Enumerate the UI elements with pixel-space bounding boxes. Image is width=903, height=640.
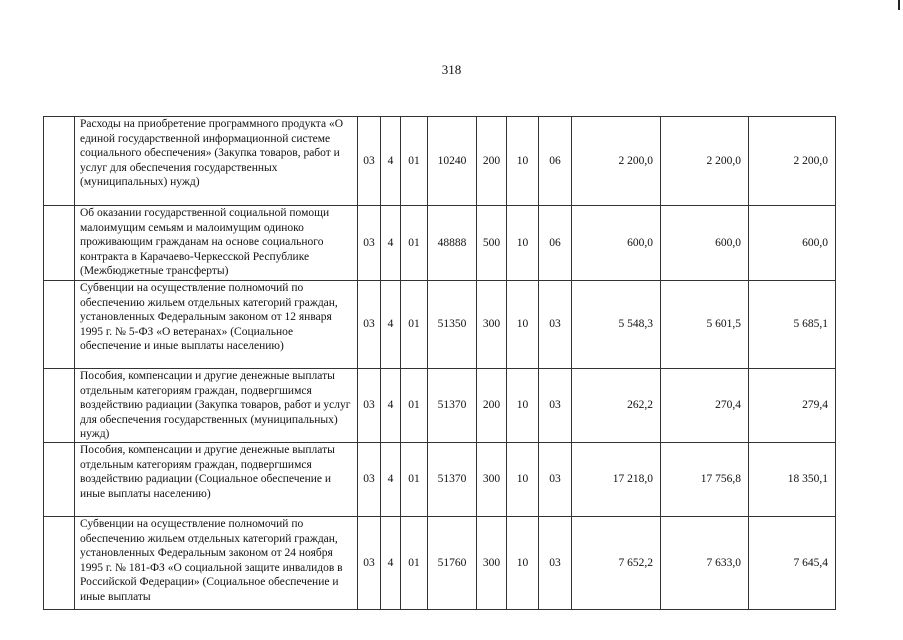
code-chapter-cell: 03 xyxy=(358,281,381,369)
description-cell xyxy=(75,281,358,369)
budget-table xyxy=(43,116,836,610)
code-subprogram-cell: 01 xyxy=(401,369,428,443)
description-cell xyxy=(75,369,358,443)
amount-year-3-cell: 2 200,0 xyxy=(749,117,836,206)
row-number-cell xyxy=(44,281,75,369)
table-row xyxy=(44,281,836,369)
code-program-cell: 4 xyxy=(381,206,401,281)
code-subprogram-cell: 01 xyxy=(401,517,428,610)
code-section-cell: 10 xyxy=(507,443,539,517)
code-section-cell: 10 xyxy=(507,206,539,281)
code-section-cell: 10 xyxy=(507,517,539,610)
table-row xyxy=(44,206,836,281)
description-text: Об оказании государственной социальной помощи малоимущим семьям и малоимущим одиноко проживающим гражданам на основе социального контракта в Карачаево-Черкесской Республике (Межбюджетные трансферты) xyxy=(80,207,330,277)
amount-year-2-cell: 17 756,8 xyxy=(661,443,749,517)
table-row xyxy=(44,117,836,206)
code-program-cell: 4 xyxy=(381,117,401,206)
code-subsection-cell: 03 xyxy=(539,281,572,369)
amount-year-1-cell: 2 200,0 xyxy=(572,117,661,206)
table-row xyxy=(44,443,836,517)
amount-year-2-cell: 270,4 xyxy=(661,369,749,443)
table-row xyxy=(44,369,836,443)
amount-year-3-cell: 5 685,1 xyxy=(749,281,836,369)
code-chapter-cell: 03 xyxy=(358,443,381,517)
code-section-cell: 10 xyxy=(507,369,539,443)
amount-year-1-cell: 17 218,0 xyxy=(572,443,661,517)
code-subsection-cell: 03 xyxy=(539,369,572,443)
row-number-cell xyxy=(44,206,75,281)
row-number-cell xyxy=(44,443,75,517)
code-subsection-cell: 03 xyxy=(539,517,572,610)
amount-year-3-cell: 279,4 xyxy=(749,369,836,443)
code-expense-type-cell: 500 xyxy=(477,206,507,281)
code-direction-cell: 48888 xyxy=(428,206,477,281)
code-chapter-cell: 03 xyxy=(358,517,381,610)
code-direction-cell: 51350 xyxy=(428,281,477,369)
code-direction-cell: 10240 xyxy=(428,117,477,206)
code-chapter-cell: 03 xyxy=(358,369,381,443)
amount-year-2-cell: 2 200,0 xyxy=(661,117,749,206)
code-expense-type-cell: 300 xyxy=(477,517,507,610)
description-cell xyxy=(75,443,358,517)
amount-year-3-cell: 600,0 xyxy=(749,206,836,281)
code-section-cell: 10 xyxy=(507,117,539,206)
code-subsection-cell: 03 xyxy=(539,443,572,517)
amount-year-1-cell: 7 652,2 xyxy=(572,517,661,610)
code-expense-type-cell: 300 xyxy=(477,281,507,369)
code-program-cell: 4 xyxy=(381,281,401,369)
code-chapter-cell: 03 xyxy=(358,206,381,281)
code-section-cell: 10 xyxy=(507,281,539,369)
code-direction-cell: 51370 xyxy=(428,369,477,443)
amount-year-3-cell: 7 645,4 xyxy=(749,517,836,610)
amount-year-1-cell: 262,2 xyxy=(572,369,661,443)
code-subsection-cell: 06 xyxy=(539,117,572,206)
code-direction-cell: 51370 xyxy=(428,443,477,517)
description-text: Расходы на приобретение программного продукта «О единой государственной информационной системе социального обеспечения» (Закупка товаров, работ и услуг для обеспечения государственных (муниципальных) нужд) xyxy=(80,118,344,188)
code-subprogram-cell: 01 xyxy=(401,206,428,281)
amount-year-3-cell: 18 350,1 xyxy=(749,443,836,517)
code-subsection-cell: 06 xyxy=(539,206,572,281)
code-expense-type-cell: 200 xyxy=(477,369,507,443)
description-text: Пособия, компенсации и другие денежные выплаты отдельным категориям граждан, подвергшимся воздействию радиации (Социальное обеспечение и иные выплаты населению) xyxy=(80,444,335,500)
row-number-cell xyxy=(44,517,75,610)
table-row xyxy=(44,517,836,610)
amount-year-2-cell: 5 601,5 xyxy=(661,281,749,369)
code-expense-type-cell: 200 xyxy=(477,117,507,206)
row-number-cell xyxy=(44,117,75,206)
code-subprogram-cell: 01 xyxy=(401,281,428,369)
description-text: Субвенции на осуществление полномочий по обеспечению жильем отдельных категорий граждан, установленных Федеральным законом от 12 января 1995 г. № 5-ФЗ «О ветеранах» (Социальное обеспечение и иные выплаты населению) xyxy=(80,282,338,352)
description-text: Пособия, компенсации и другие денежные выплаты отдельным категориям граждан, подвергшимся воздействию радиации (Закупка товаров, работ и услуг для обеспечения государственных (муниципальных) нужд) xyxy=(80,370,351,440)
row-number-cell xyxy=(44,369,75,443)
amount-year-2-cell: 600,0 xyxy=(661,206,749,281)
amount-year-2-cell: 7 633,0 xyxy=(661,517,749,610)
budget-table-body xyxy=(44,117,836,610)
code-subprogram-cell: 01 xyxy=(401,443,428,517)
amount-year-1-cell: 5 548,3 xyxy=(572,281,661,369)
description-cell xyxy=(75,206,358,281)
description-text: Субвенции на осуществление полномочий по обеспечению жильем отдельных категорий граждан, установленных Федеральным законом от 24 ноября 1995 г. № 181-ФЗ «О социальной защите инвалидов в Российской Федерации» (Социальное обеспечение и иные выплаты xyxy=(80,518,343,603)
code-program-cell: 4 xyxy=(381,517,401,610)
code-program-cell: 4 xyxy=(381,443,401,517)
scan-edge-mark xyxy=(898,0,900,10)
code-direction-cell: 51760 xyxy=(428,517,477,610)
code-program-cell: 4 xyxy=(381,369,401,443)
code-chapter-cell: 03 xyxy=(358,117,381,206)
description-cell xyxy=(75,117,358,206)
amount-year-1-cell: 600,0 xyxy=(572,206,661,281)
page-number: 318 xyxy=(441,62,462,77)
code-subprogram-cell: 01 xyxy=(401,117,428,206)
code-expense-type-cell: 300 xyxy=(477,443,507,517)
description-cell xyxy=(75,517,358,610)
